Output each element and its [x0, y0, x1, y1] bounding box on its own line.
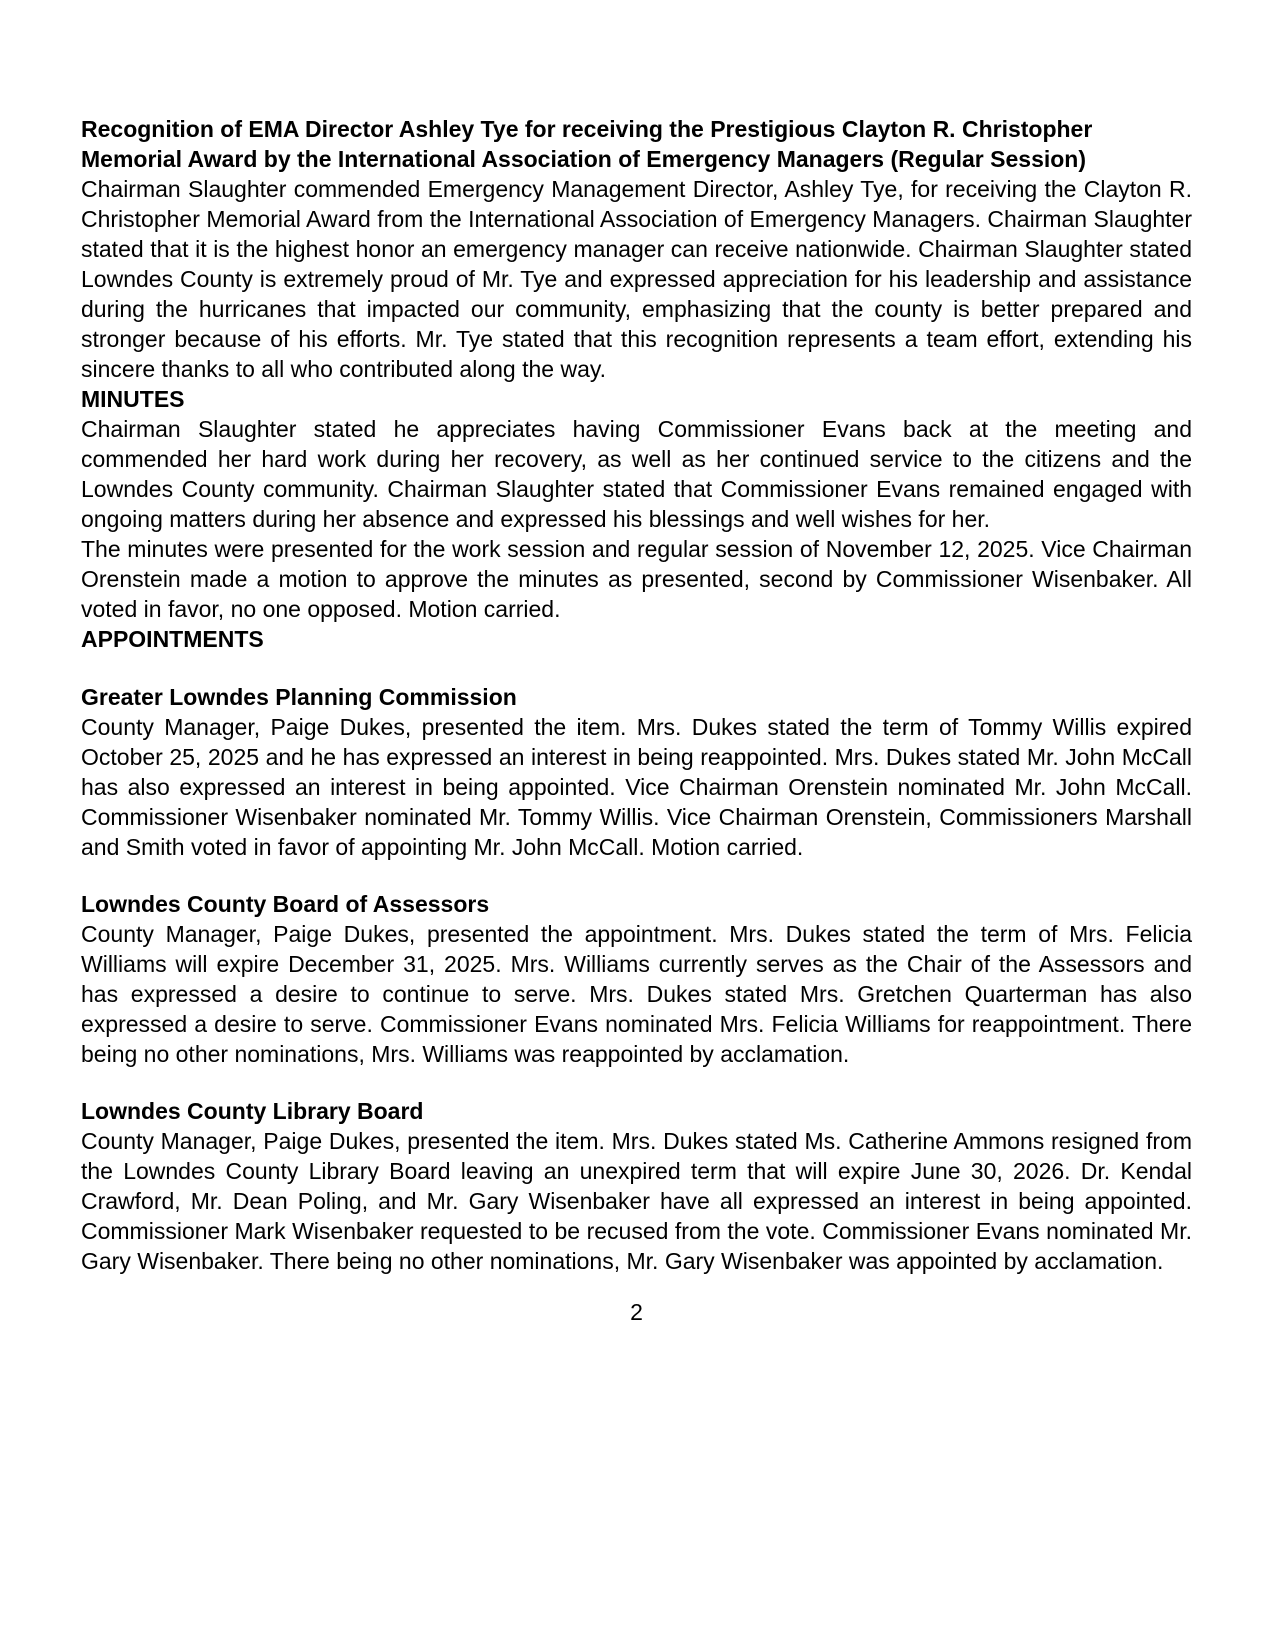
appointment-item-body: County Manager, Paige Dukes, presented the item. Mrs. Dukes stated the term of Tommy Willis expired October 25, 2025 and he has expressed an interest in being reappointed. Mrs. Dukes stated Mr. John McCall has also expressed an interest in being appointed. Vice Chairman Orenstein nominated Mr. John McCall. Commissioner Wisenbaker nominated Mr. Tommy Willis. Vice Chairman Orenstein, Commissioners Marshall and Smith voted in favor of appointing Mr. John McCall. Motion carried.	[81, 714, 1192, 860]
recognition-heading: Recognition of EMA Director Ashley Tye for receiving the Prestigious Clayton R. Christopher Memorial Award by the International Association of Emergency Managers (Regular Session)	[81, 116, 1093, 172]
appointment-item-library-board	[81, 1096, 1192, 1276]
page-number: 2	[630, 1299, 643, 1325]
page-footer	[81, 1297, 1192, 1327]
appointment-item-board-of-assessors	[81, 889, 1192, 1069]
section-recognition	[81, 114, 1192, 384]
minutes-paragraph-2: The minutes were presented for the work session and regular session of November 12, 2025. Vice Chairman Orenstein made a motion to approve the minutes as presented, second by Commissioner Wisenbaker. All voted in favor, no one opposed. Motion carried.	[81, 536, 1192, 622]
appointment-item-heading: Lowndes County Library Board	[81, 1098, 424, 1124]
appointment-item-planning-commission	[81, 682, 1192, 862]
appointment-item-body: County Manager, Paige Dukes, presented the item. Mrs. Dukes stated Ms. Catherine Ammons resigned from the Lowndes County Library Board leaving an unexpired term that will expire June 30, 2026. Dr. Kendal Crawford, Mr. Dean Poling, and Mr. Gary Wisenbaker have all expressed an interest in being appointed. Commissioner Mark Wisenbaker requested to be recused from the vote. Commissioner Evans nominated Mr. Gary Wisenbaker. There being no other nominations, Mr. Gary Wisenbaker was appointed by acclamation.	[81, 1128, 1192, 1274]
appointment-item-heading: Lowndes County Board of Assessors	[81, 891, 490, 917]
appointments-section-heading: APPOINTMENTS	[81, 626, 264, 652]
recognition-body: Chairman Slaughter commended Emergency Management Director, Ashley Tye, for receiving the Clayton R. Christopher Memorial Award from the International Association of Emergency Managers. Chairman Slaughter stated that it is the highest honor an emergency manager can receive nationwide. Chairman Slaughter stated Lowndes County is extremely proud of Mr. Tye and expressed appreciation for his leadership and assistance during the hurricanes that impacted our community, emphasizing that the county is better prepared and stronger because of his efforts. Mr. Tye stated that this recognition represents a team effort, extending his sincere thanks to all who contributed along the way.	[81, 176, 1192, 382]
minutes-section-heading: MINUTES	[81, 386, 185, 412]
appointment-item-body: County Manager, Paige Dukes, presented the appointment. Mrs. Dukes stated the term of Mrs. Felicia Williams will expire December 31, 2025. Mrs. Williams currently serves as the Chair of the Assessors and has expressed a desire to continue to serve. Mrs. Dukes stated Mrs. Gretchen Quarterman has also expressed a desire to serve. Commissioner Evans nominated Mrs. Felicia Williams for reappointment. There being no other nominations, Mrs. Williams was reappointed by acclamation.	[81, 921, 1192, 1067]
minutes-paragraph-1: Chairman Slaughter stated he appreciates having Commissioner Evans back at the meeting and commended her hard work during her recovery, as well as her continued service to the citizens and the Lowndes County community. Chairman Slaughter stated that Commissioner Evans remained engaged with ongoing matters during her absence and expressed his blessings and well wishes for her.	[81, 416, 1192, 532]
appointment-item-heading: Greater Lowndes Planning Commission	[81, 684, 517, 710]
